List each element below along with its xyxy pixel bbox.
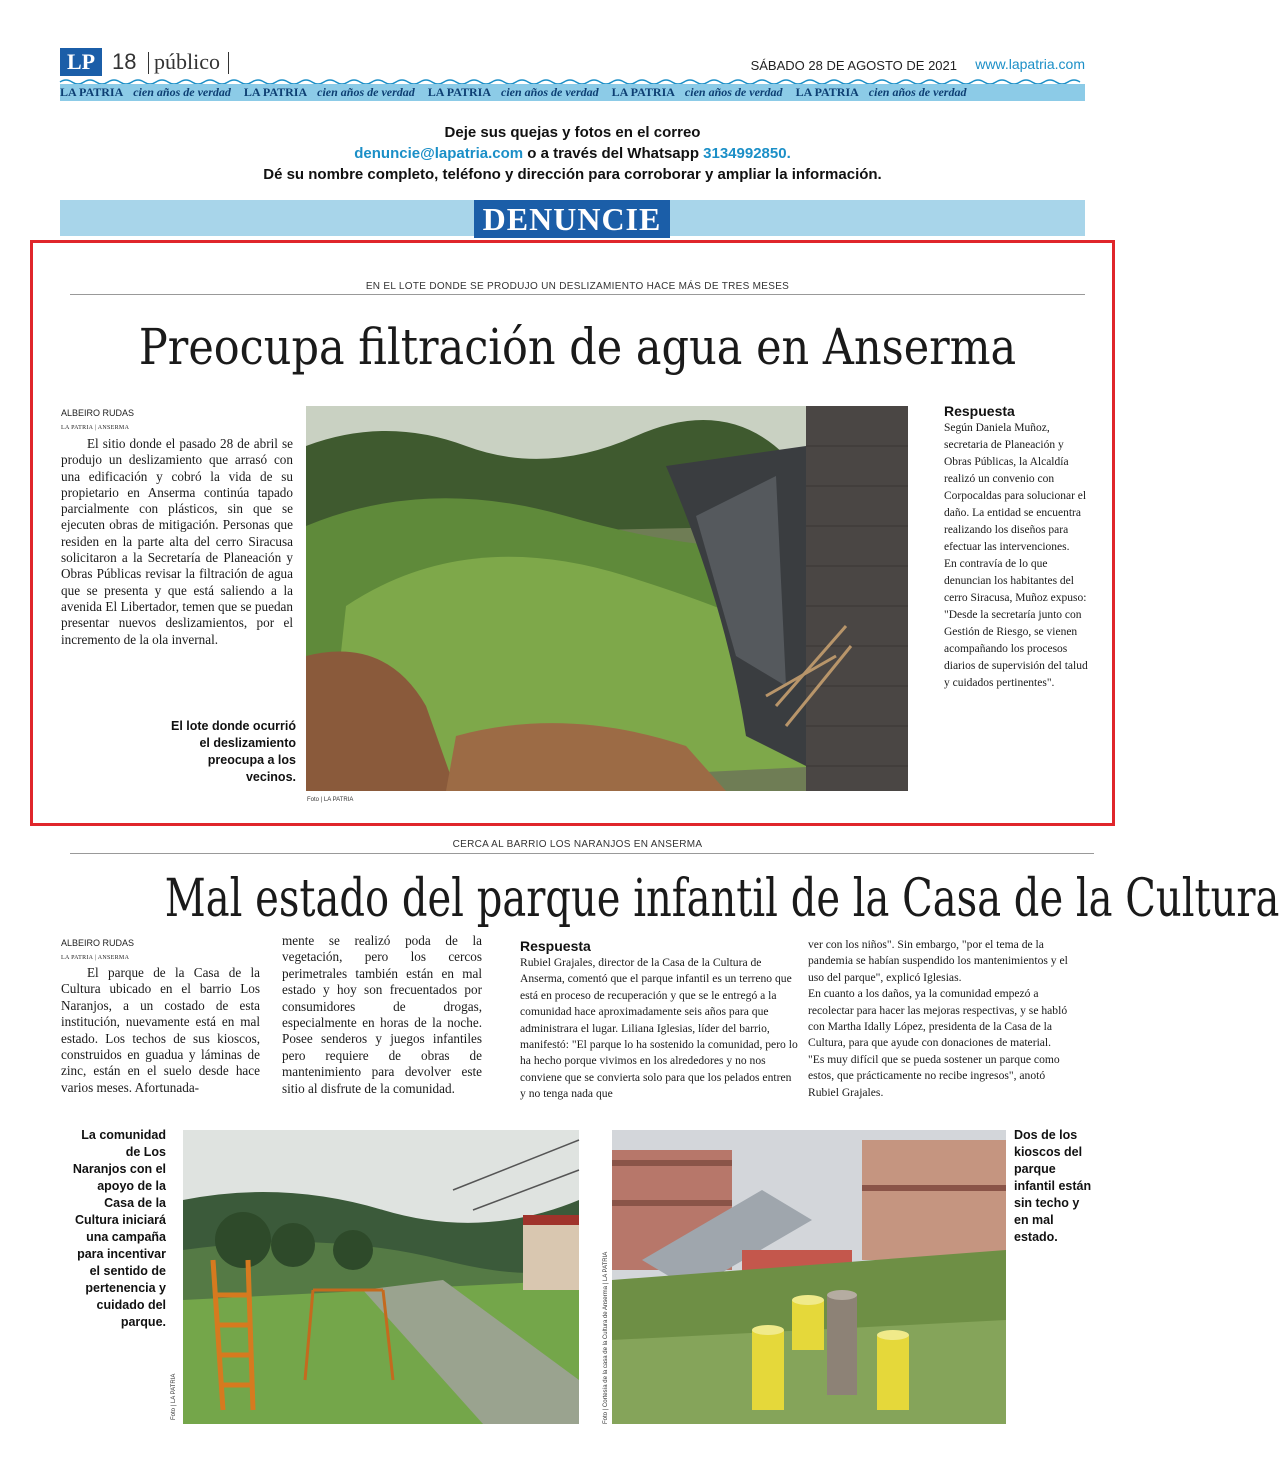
band-slogan: cien años de verdad	[684, 85, 783, 99]
section-label: DENUNCIE	[474, 200, 670, 238]
kicker-rule	[70, 853, 1094, 854]
story2-left-caption: La comunidad de Los Naranjos con el apoyo de la Casa de la Cultura iniciará una campaña para incentivar el sentido de pertenencia y cuidado del parque.	[72, 1128, 166, 1329]
divider	[148, 52, 149, 74]
park-photo-left[interactable]	[183, 1130, 579, 1424]
slogan-band	[60, 84, 1085, 101]
story2-headline[interactable]: Mal estado del parque infantil de la Casa de la Cultura	[164, 869, 1279, 929]
page-number: 18	[112, 49, 137, 74]
contact-block	[60, 122, 1085, 185]
story2-paragraph: El parque de la Casa de la Cultura ubicado en el barrio Los Naranjos, a un costado de esta institución, nuevamente está en mal estado. Los techos de sus kioscos, construidos en guadua y láminas de zinc, están en el suelo desde hace varios meses. Afortunada-	[61, 965, 260, 1095]
story1-response-title: Respuesta	[944, 403, 1015, 419]
story2-paragraph-cont: mente se realizó poda de la vegetación, pero los cercos perimetrales también están en mal estado y hoy son frecuentados por consumidores de drogas, especialmente en horas de la noche. Posee senderos y juegos infantiles pero requiere de obras de mantenimiento para devolver este sitio al disfrute de la comunidad.	[282, 933, 482, 1096]
contact-line-3: Dé su nombre completo, teléfono y dirección para corroborar y ampliar la información.	[263, 166, 882, 183]
story1-photo-caption: El lote donde ocurrió el deslizamiento preocupa a los vecinos.	[170, 719, 296, 784]
story1-kicker: EN EL LOTE DONDE SE PRODUJO UN DESLIZAMIENTO HACE MÁS DE TRES MESES	[365, 281, 790, 292]
story1-paragraph: El sitio donde el pasado 28 de abril se produjo un deslizamiento que arrasó con una edificación y cobró la vida de su propietario en Anserma continúa tapado parcialmente con plásticos, sin que se ejecuten obras de mitigación. Personas que residen en la parte alta del cerro Siracusa solicitaron a la Secretaría de Planeación y Obras Públicas revisar la filtración de agua que se presenta y que está saliendo a la avenida El Libertador, temen que se puedan presentar nuevos deslizamientos, por el incremento de la ola invernal.	[61, 436, 293, 647]
section-name: público	[154, 49, 220, 74]
story1-byline-sub: LA PATRIA | ANSERMA	[61, 425, 130, 431]
contact-line-2	[60, 143, 1085, 164]
band-slogan: cien años de verdad	[317, 85, 415, 99]
band-brand: LA PATRIA	[611, 85, 675, 99]
story2-right-caption: Dos de los kioscos del parque infantil están sin techo y en mal estado.	[1014, 1128, 1092, 1244]
band-brand: LA PATRIA	[427, 85, 492, 99]
story2-kicker: CERCA AL BARRIO LOS NARANJOS EN ANSERMA	[452, 839, 703, 850]
divider	[228, 52, 229, 74]
band-brand: LA PATRIA	[60, 85, 124, 99]
landslide-image	[306, 406, 908, 791]
story2-byline-sub: LA PATRIA | ANSERMA	[61, 955, 130, 961]
story2-left-credit: Foto | LA PATRIA	[171, 1373, 177, 1420]
story1-response-p2: En contravía de lo que denuncian los habitantes del cerro Siracusa, Muñoz expuso: "Desde la secretaría junto con Gestión de Riesgo, se vienen acompañando los procesos diarios de supervisión del talud y cuidados pertinentes".	[944, 558, 1088, 689]
story2-body-col1	[61, 965, 260, 1096]
story2-response-title: Respuesta	[520, 938, 591, 954]
story2-body-col2	[282, 933, 482, 1097]
story1-headline[interactable]: Preocupa filtración de agua en Anserma	[138, 318, 1017, 376]
story1-body	[61, 436, 293, 648]
masthead	[60, 44, 1085, 104]
landslide-photo[interactable]	[306, 406, 908, 791]
story1-response-p1: Según Daniela Muñoz, secretaria de Planeación y Obras Públicas, la Alcaldía realizó un convenio con Corpocaldas para solucionar el daño. La entidad se encuentra realizando los diseños para efectuar las intervenciones.	[944, 422, 1087, 553]
story1-response	[944, 402, 1094, 692]
story2-response-col1	[520, 937, 798, 1103]
story2-response-col2	[808, 937, 1068, 1101]
story1-photo-credit: Foto | LA PATRIA	[307, 797, 354, 803]
website-link[interactable]: www.lapatria.com	[975, 56, 1085, 72]
story2-right-credit: Foto | Cortesía de la casa de la Cultura de Anserma | LA PATRIA	[603, 1251, 609, 1424]
band-slogan: cien años de verdad	[868, 85, 967, 99]
story2-byline: ALBEIRO RUDAS	[61, 938, 135, 948]
contact-email-link[interactable]: denuncie@lapatria.com	[354, 145, 524, 162]
band-slogan: cien años de verdad	[133, 85, 231, 99]
kicker-rule	[70, 294, 1085, 295]
band-slogan: cien años de verdad	[501, 85, 599, 99]
story2-response-text-cont: ver con los niños". Sin embargo, "por el tema de la pandemia se habían suspendido los mantenimientos y el uso del parque", explicó Iglesias.	[808, 938, 1068, 984]
park-photo-right[interactable]	[612, 1130, 1006, 1424]
contact-line-1: Deje sus quejas y fotos en el correo	[444, 124, 701, 141]
whatsapp-number[interactable]: 3134992850.	[703, 145, 791, 162]
story1-byline: ALBEIRO RUDAS	[61, 408, 135, 418]
story2-response-text: Rubiel Grajales, director de la Casa de la Cultura de Anserma, comentó que el parque infantil es un terreno que está en proceso de recuperación y que se le entregó a la comunidad hace aproximadamente seis años para que administrara el lugar. Liliana Iglesias, líder del barrio, manifestó: "El parque lo ha sostenido la comunidad, pero lo ha hecho porque vivimos en los alrededores y no nos conviene que se convierta solo para que los pelados entren y no tenga nada que	[520, 956, 798, 1101]
park-image-left	[183, 1130, 579, 1424]
band-brand: LA PATRIA	[243, 85, 308, 99]
story2-response-text-2: En cuanto a los daños, ya la comunidad empezó a recolectar para hacer las mejoras respectivas, y se habló con Martha Idally López, presidenta de la Casa de la Cultura, para que ayude con donaciones de material. "Es muy difícil que se pueda sostener un parque como estos, que prácticamente no recibe ingresos", anotó Rubiel Grajales.	[808, 987, 1068, 1099]
park-image-right	[612, 1130, 1006, 1424]
issue-date: SÁBADO 28 DE AGOSTO DE 2021	[750, 58, 957, 73]
band-brand: LA PATRIA	[795, 85, 859, 99]
newspaper-logo[interactable]: LP	[60, 48, 102, 76]
contact-line-2-mid: o a través del Whatsapp	[523, 145, 704, 162]
